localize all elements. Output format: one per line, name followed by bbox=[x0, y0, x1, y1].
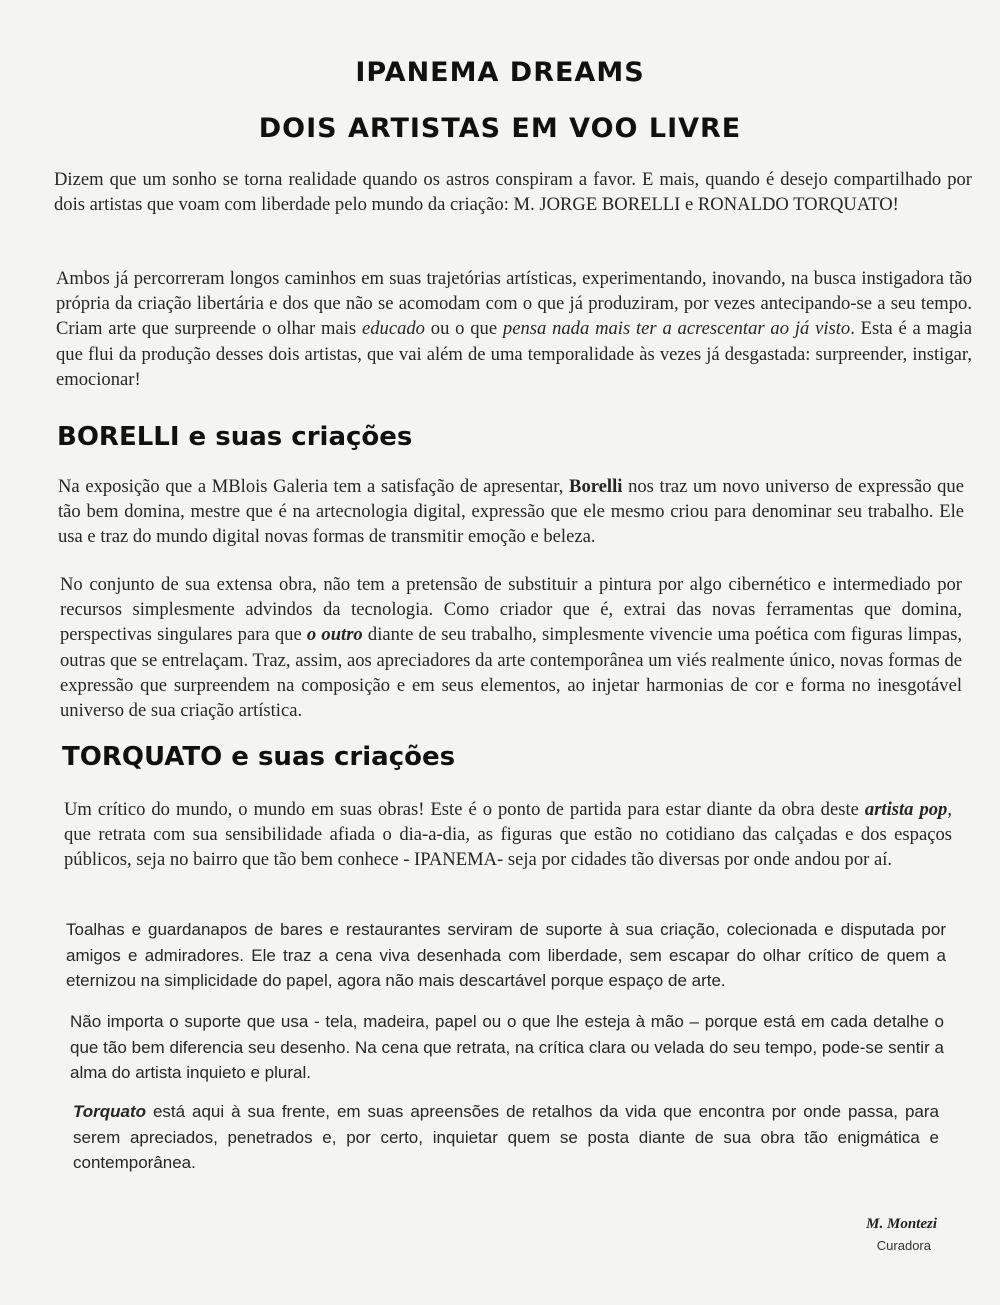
torquato-paragraph-2: Toalhas e guardanapos de bares e restaurantes serviram de suporte à sua criação, colecionada e disputada por amigos e admiradores. Ele traz a cena viva desenhada com liberdade, sem escapar do olhar crítico de quem a eternizou na simplicidade do papel, agora não mais descartável porque espaço de arte. bbox=[66, 920, 946, 990]
borelli-paragraph-2 bbox=[60, 572, 962, 723]
signature-role: Curadora bbox=[876, 1238, 931, 1253]
emphasis-text: pensa nada mais ter a acrescentar ao já visto bbox=[502, 318, 851, 340]
document-title: IPANEMA DREAMS bbox=[355, 57, 645, 88]
text-run: ou o que bbox=[424, 318, 503, 340]
text-run: Na exposição que a MBlois Galeria tem a satisfação de apresentar, bbox=[58, 476, 570, 497]
bold-italic-text: artista pop bbox=[864, 799, 948, 820]
text-run: Ambos já percorreram longos caminhos em suas trajetórias artísticas, experimentando, inovando, na busca instigadora tão própria da criação libertária e dos que não se acomodam com o que já produziram, por vezes antecipando-se a seu tempo. Criam arte que surpreende o olhar mais bbox=[56, 268, 972, 340]
bold-text: Borelli bbox=[569, 476, 623, 497]
text-run: Um crítico do mundo, o mundo em suas obras! Este é o ponto de partida para estar diante da obra deste bbox=[64, 799, 865, 820]
torquato-paragraph-1 bbox=[64, 797, 952, 873]
text-run: , que retrata com sua sensibilidade afiada o dia-a-dia, as figuras que estão no cotidiano das calçadas e dos espaços públicos, seja no bairro que tão bem conhece - IPANEMA- seja por cidades tão diversas por onde andou por aí. bbox=[64, 799, 953, 871]
section-heading-torquato: TORQUATO e suas criações bbox=[62, 742, 456, 772]
text-run: . Esta é a magia que flui da produção desses dois artistas, que vai além de uma temporalidade às vezes já desgastada: surpreender, instigar, emocionar! bbox=[56, 318, 972, 390]
section-heading-borelli: BORELLI e suas criações bbox=[57, 422, 413, 452]
text-run: No conjunto de sua extensa obra, não tem a pretensão de substituir a pintura por algo cibernético e intermediado por recursos simplesmente advindos da tecnologia. Como criador que é, extrai das novas ferramentas que domina, perspectivas singulares para que bbox=[60, 574, 962, 646]
torquato-paragraph-4 bbox=[73, 1099, 939, 1176]
document-subtitle: DOIS ARTISTAS EM VOO LIVRE bbox=[258, 113, 742, 144]
text-run: nos traz um novo universo de expressão que tão bem domina, mestre que é na artecnologia digital, expressão que ele mesmo criou para denominar seu trabalho. Ele usa e traz do mundo digital novas formas de transmitir emoção e beleza. bbox=[58, 476, 964, 548]
text-run: diante de seu trabalho, simplesmente vivencie uma poética com figuras limpas, outras que se entrelaçam. Traz, assim, aos apreciadores da arte contemporânea um viés realmente único, novas formas de expressão que surpreendem na composição e em seus elementos, ao injetar harmonias de cor e forma no inesgotável universo de sua criação artística. bbox=[60, 624, 962, 722]
bold-italic-text: o outro bbox=[306, 624, 363, 646]
bold-italic-text: Torquato bbox=[73, 1102, 147, 1121]
intro-paragraph-2 bbox=[56, 266, 972, 392]
borelli-paragraph-1 bbox=[58, 474, 964, 550]
emphasis-text: educado bbox=[361, 318, 425, 340]
signature-name: M. Montezi bbox=[866, 1216, 937, 1232]
torquato-paragraph-3: Não importa o suporte que usa - tela, madeira, papel ou o que lhe esteja à mão – porque está em cada detalhe o que tão bem diferencia seu desenho. Na cena que retrata, na crítica clara ou velada do seu tempo, pode-se sentir a alma do artista inquieto e plural. bbox=[70, 1012, 944, 1082]
text-run: está aqui à sua frente, em suas apreensões de retalhos da vida que encontra por onde passa, para serem apreciados, penetrados e, por certo, inquietar quem se posta diante de sua obra tão enigmática e contemporânea. bbox=[73, 1102, 939, 1172]
intro-paragraph-1: Dizem que um sonho se torna realidade quando os astros conspiram a favor. E mais, quando é desejo compartilhado por dois artistas que voam com liberdade pelo mundo da criação: M. JORGE BORELLI e RONALDO TORQUATO! bbox=[54, 169, 972, 216]
